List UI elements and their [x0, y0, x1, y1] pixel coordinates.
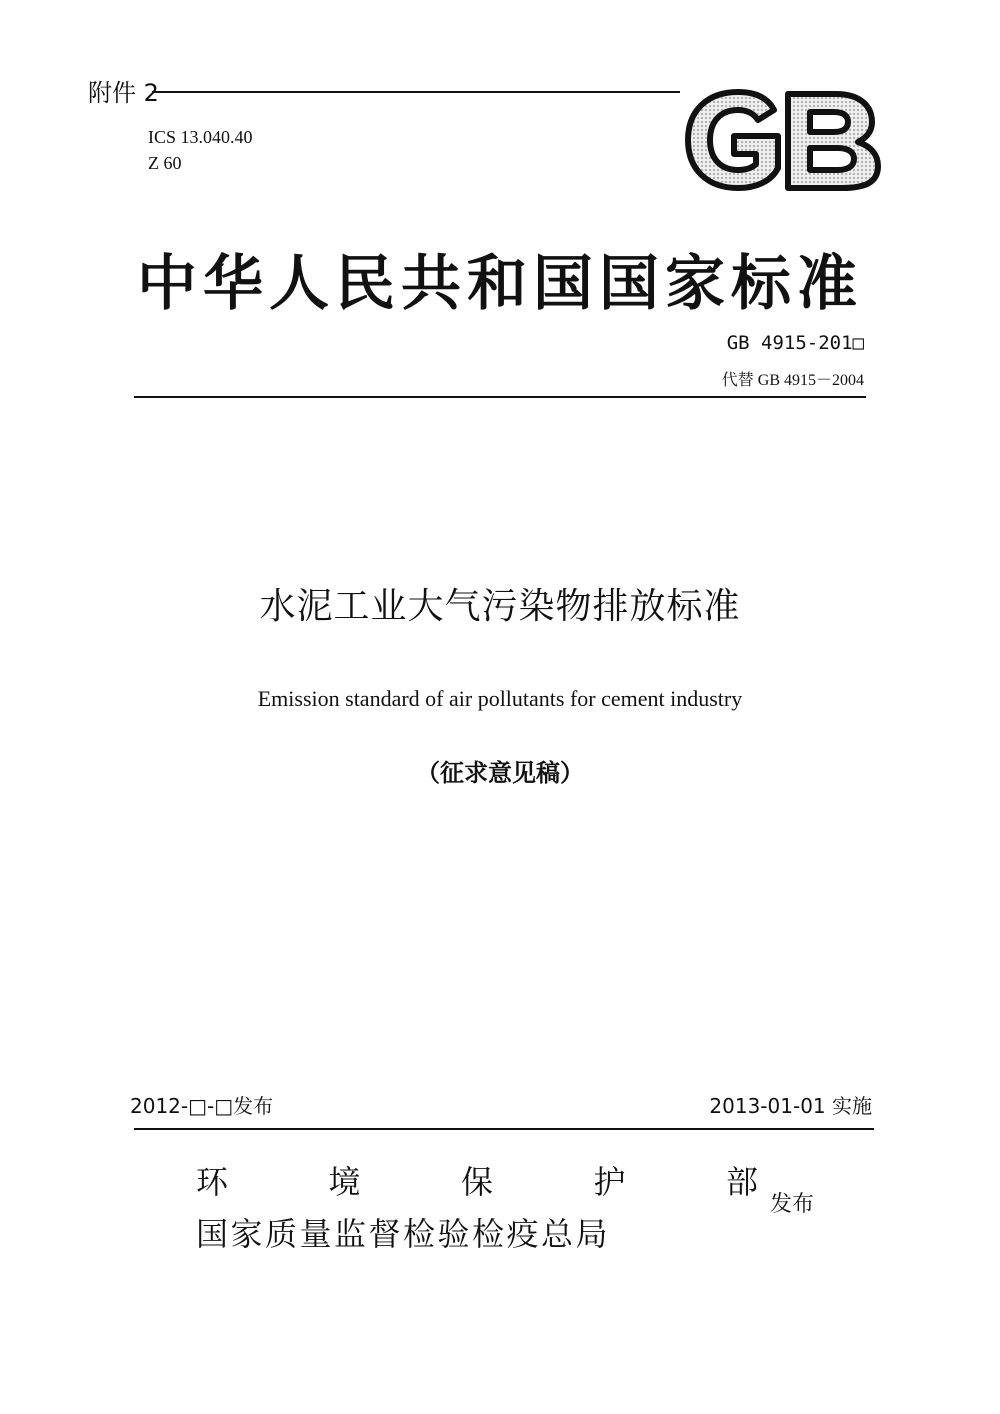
national-standard-title: 中华人民共和国国家标准	[137, 249, 863, 319]
replaces-note: 代替 GB 4915－2004	[721, 372, 864, 389]
issuer-char: 境	[328, 1163, 361, 1201]
gb-logo-icon	[676, 84, 886, 196]
document-title-cn: 水泥工业大气污染物排放标准	[259, 586, 741, 627]
publish-label: 发布	[770, 1192, 815, 1217]
document-title-en: Emission standard of air pollutants for cement industry	[257, 686, 743, 711]
attachment-label: 附件 2	[88, 79, 159, 107]
release-date: 2012-□-□发布	[130, 1094, 274, 1118]
top-divider	[152, 91, 680, 93]
implement-date: 2013-01-01 实施	[709, 1094, 872, 1118]
draft-note: （征求意见稿）	[416, 759, 584, 787]
issuer-ministry	[196, 1160, 758, 1204]
issuer-char: 部	[725, 1163, 758, 1201]
footer-divider	[134, 1128, 874, 1130]
ics-code: ICS 13.040.40	[148, 127, 253, 147]
ccs-code: Z 60	[148, 153, 182, 173]
issuer-char: 护	[593, 1163, 626, 1201]
header-divider	[134, 396, 866, 398]
issuer-char: 保	[460, 1163, 493, 1201]
issuer-char: 环	[196, 1163, 229, 1201]
issuer-aqsiq: 国家质量监督检验检疫总局	[196, 1215, 611, 1253]
standard-number: GB 4915-201□	[726, 332, 864, 354]
